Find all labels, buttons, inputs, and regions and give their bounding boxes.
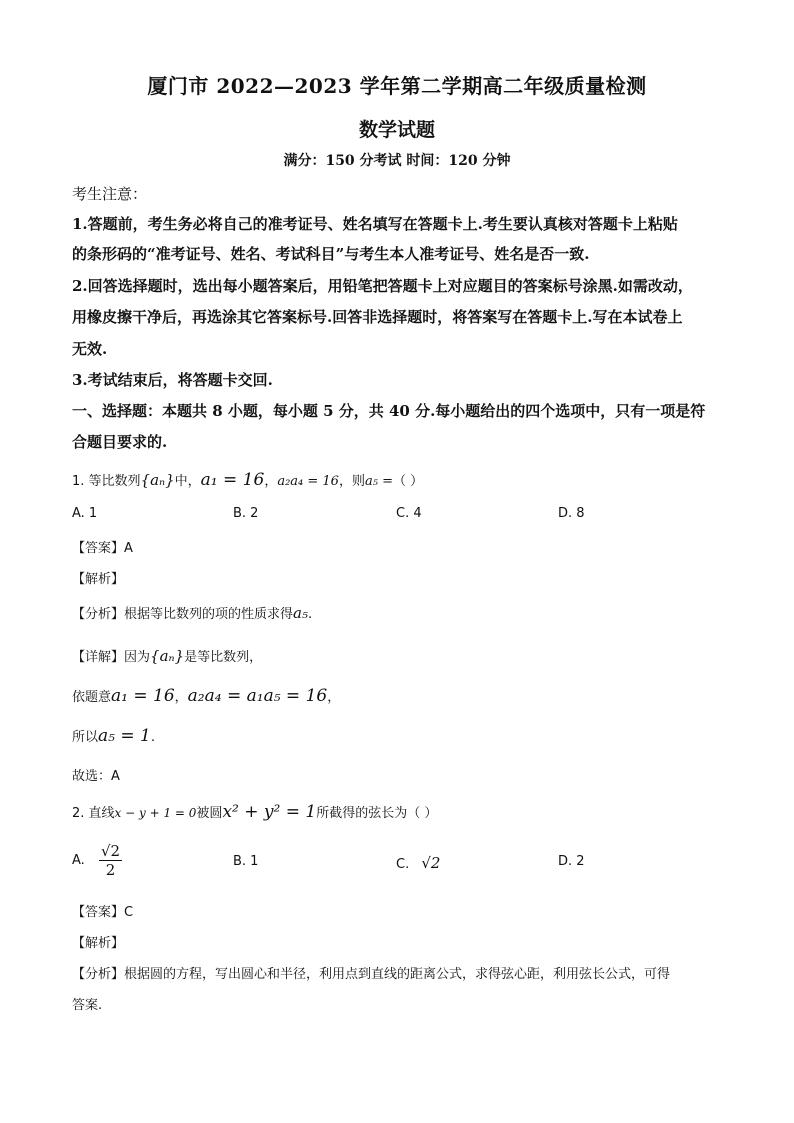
question-2-stem xyxy=(72,802,732,822)
q2-line-eq: x − y + 1 = 0 xyxy=(114,806,197,820)
q1-step1-end: ， xyxy=(327,690,341,705)
q1-mid1: 中， xyxy=(174,474,201,489)
q2-option-a xyxy=(72,842,122,879)
q1-step1-sep: ， xyxy=(174,690,188,705)
q1-option-b: B. 2 xyxy=(233,506,259,521)
q2-prefix: 2. 直线 xyxy=(72,806,115,821)
q1-step1-eq2: a₂a₄ = a₁a₅ = 16 xyxy=(187,686,328,706)
q1-option-c: C. 4 xyxy=(396,506,422,521)
q1-step1-eq1: a₁ = 16 xyxy=(111,686,175,706)
q2-fenxi-line-1: 【分析】根据圆的方程，写出圆心和半径，利用点到直线的距离公式，求得弦心距，利用弦长公式，可得 xyxy=(72,967,671,982)
q1-step2-eq: a₅ = 1 xyxy=(98,726,151,746)
q1-cond1: a₁ = 16 xyxy=(200,470,265,490)
q2-option-a-denominator: 2 xyxy=(105,861,116,879)
q1-fenxi xyxy=(72,603,732,622)
q1-step-1 xyxy=(72,686,732,706)
q1-ask: a₅ = xyxy=(364,474,393,489)
exam-meta: 满分：150 分考试 时间：120 分钟 xyxy=(283,153,511,169)
q2-option-c-value: √2 xyxy=(421,854,441,872)
notice-item-3: 3.考试结束后，将答题卡交回. xyxy=(72,371,273,389)
page-title: 厦门市 2022—2023 学年第二学期高二年级质量检测 xyxy=(147,74,647,98)
q1-prefix: 1. 等比数列 xyxy=(72,474,141,489)
q1-detail-seq: {aₙ} xyxy=(150,647,185,665)
q2-mid: 被圆 xyxy=(196,806,223,821)
q2-option-a-fraction xyxy=(99,842,122,879)
q1-option-d: D. 8 xyxy=(558,506,585,521)
q2-option-c-label: C. xyxy=(396,857,410,872)
notice-item-2-line-2: 用橡皮擦干净后，再选涂其它答案标号.回答非选择题时，将答案写在答题卡上.写在本试卷上 xyxy=(72,308,683,326)
notice-item-1-line-2: 的条形码的“准考证号、姓名、考试科目”与考生本人准考证号、姓名是否一致. xyxy=(72,245,590,263)
q2-analysis-label: 【解析】 xyxy=(72,936,125,951)
q1-fenxi-var: a₅ xyxy=(293,604,308,622)
q1-step-2 xyxy=(72,726,732,746)
q1-cond2: a₂a₄ = 16 xyxy=(277,474,339,489)
notice-heading: 考生注意： xyxy=(72,185,148,203)
q1-step2-text: 所以 xyxy=(72,730,99,745)
notice-item-2-line-1: 2.回答选择题时，选出每小题答案后，用铅笔把答题卡上对应题目的答案标号涂黑.如需改动， xyxy=(72,277,693,295)
section-1-line-2: 合题目要求的. xyxy=(72,433,168,451)
q1-detail xyxy=(72,646,732,665)
q1-choice: 故选：A xyxy=(72,769,120,784)
q1-detail-text2: 是等比数列， xyxy=(184,650,263,665)
q2-option-d: D. 2 xyxy=(558,854,585,869)
q2-answer: 【答案】C xyxy=(72,905,134,920)
q2-option-a-numerator: √2 xyxy=(100,842,121,860)
q2-option-c xyxy=(396,854,440,872)
q1-fenxi-end: . xyxy=(308,607,313,622)
q2-suffix: 所截得的弦长为（ ） xyxy=(316,806,438,821)
q1-option-a: A. 1 xyxy=(72,506,98,521)
q1-sequence: {aₙ} xyxy=(140,471,175,489)
q1-paren: （ ） xyxy=(392,474,424,489)
q1-sep: ， xyxy=(264,474,278,489)
page-subtitle: 数学试题 xyxy=(358,119,435,141)
q1-fenxi-text: 根据等比数列的项的性质求得 xyxy=(124,607,294,622)
q1-fenxi-label: 【分析】 xyxy=(72,607,125,622)
q1-mid2: ，则 xyxy=(338,474,365,489)
question-1-stem xyxy=(72,470,732,490)
q2-option-b: B. 1 xyxy=(233,854,259,869)
notice-item-2-line-3: 无效. xyxy=(72,340,108,358)
q2-option-a-label: A. xyxy=(72,853,85,868)
section-1-line-1: 一、选择题：本题共 8 小题，每小题 5 分，共 40 分.每小题给出的四个选项中，只有一项是符 xyxy=(72,402,706,420)
q1-analysis-label: 【解析】 xyxy=(72,572,125,587)
q1-step2-end: . xyxy=(150,730,155,745)
q1-answer: 【答案】A xyxy=(72,541,133,556)
q1-step1-text: 依题意 xyxy=(72,690,112,705)
notice-item-1-line-1: 1.答题前，考生务必将自己的准考证号、姓名填写在答题卡上.考生要认真核对答题卡上粘贴 xyxy=(72,215,678,233)
q2-circle-eq: x² + y² = 1 xyxy=(222,802,317,822)
q1-detail-label: 【详解】 xyxy=(72,650,125,665)
q2-fenxi-line-2: 答案. xyxy=(72,998,103,1013)
q1-detail-text1: 因为 xyxy=(124,650,151,665)
